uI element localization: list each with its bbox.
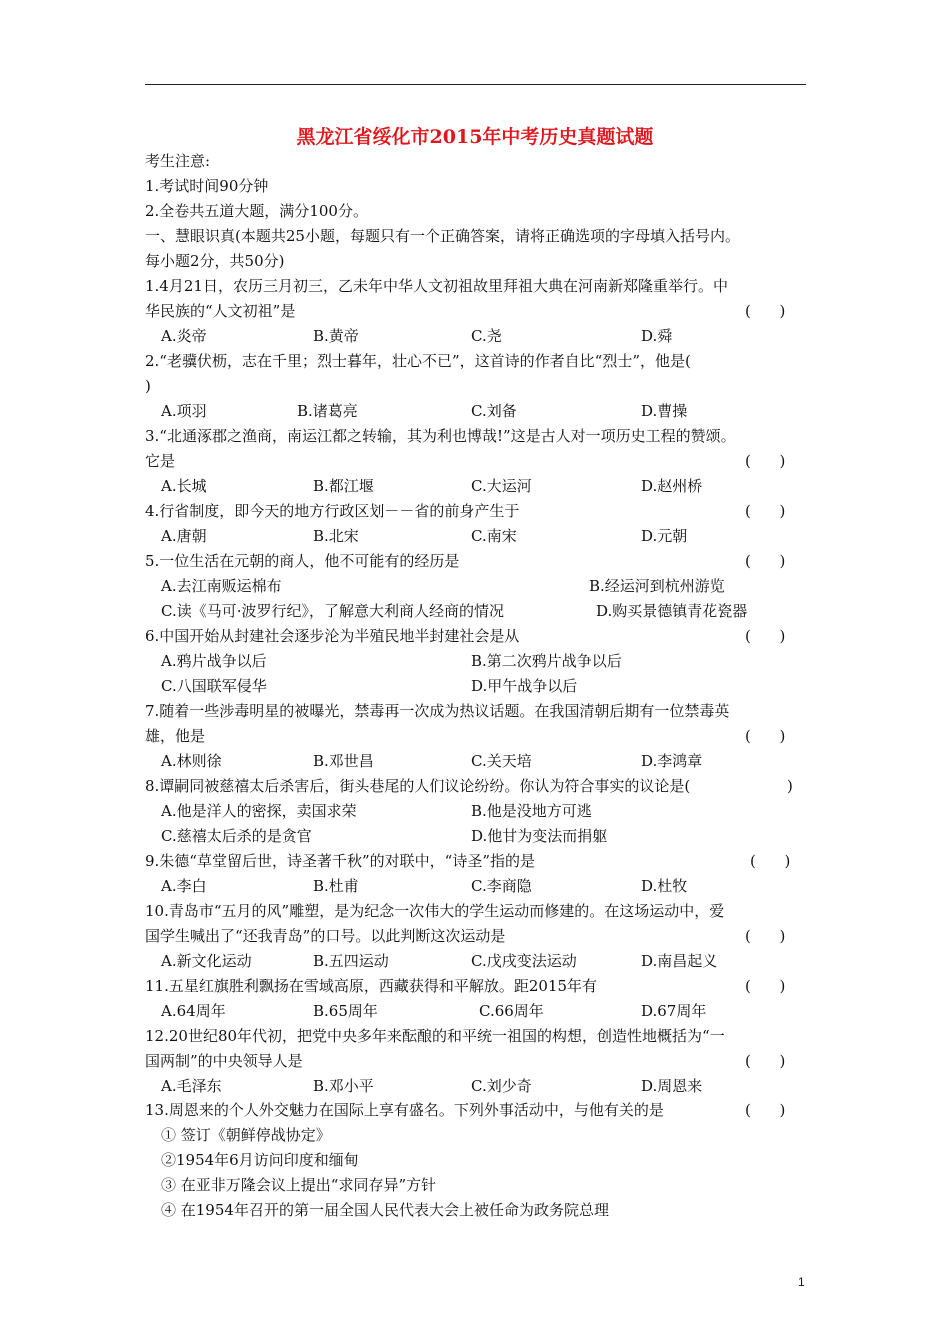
page-number: 1 bbox=[798, 1275, 805, 1289]
answer-paren: ( ) bbox=[745, 1101, 786, 1119]
option: C.南宋 bbox=[471, 527, 517, 545]
option: B.第二次鸦片战争以后 bbox=[471, 652, 622, 670]
option: B.都江堰 bbox=[313, 477, 374, 495]
option: B.黄帝 bbox=[313, 327, 359, 345]
question-stem: 13.周恩来的个人外交魅力在国际上享有盛名。下列外事活动中，与他有关的是 bbox=[145, 1101, 664, 1119]
header-rule bbox=[145, 84, 806, 85]
option: A.新文化运动 bbox=[161, 952, 252, 970]
option: D.南昌起义 bbox=[641, 952, 718, 970]
option: D.李鸿章 bbox=[641, 752, 703, 770]
question-stem: 国学生喊出了“还我青岛”的口号。以此判断这次运动是 bbox=[145, 927, 506, 945]
question-stem: 雄，他是 bbox=[145, 727, 206, 745]
option: D.舜 bbox=[641, 327, 673, 345]
document-title: 黑龙江省绥化市2015年中考历史真题试题 bbox=[296, 126, 654, 148]
option: A.鸦片战争以后 bbox=[161, 652, 267, 670]
question-stem: 4.行省制度，即今天的地方行政区划－－省的前身产生于 bbox=[145, 502, 520, 520]
section-heading-cont: 每小题2分，共50分) bbox=[145, 252, 285, 270]
option: C.刘备 bbox=[471, 402, 517, 420]
option: B.北宋 bbox=[313, 527, 359, 545]
option: A.毛泽东 bbox=[161, 1077, 222, 1095]
question-stem: 12.20世纪80年代初，把党中央多年来酝酿的和平统一祖国的构想，创造性地概括为“一 bbox=[145, 1027, 725, 1045]
option: B.邓世昌 bbox=[313, 752, 374, 770]
option: D.购买景德镇青花瓷器 bbox=[596, 602, 748, 620]
answer-paren: ( ) bbox=[745, 502, 786, 520]
question-stem: ) bbox=[787, 777, 793, 795]
question-stem: 华民族的“人文初祖”是 bbox=[145, 302, 296, 320]
option: A.林则徐 bbox=[161, 752, 222, 770]
section-heading: 一、慧眼识真(本题共25小题，每题只有一个正确答案，请将正确选项的字母填入括号内。 bbox=[145, 227, 740, 245]
option: A.去江南贩运棉布 bbox=[161, 577, 282, 595]
option: B.杜甫 bbox=[313, 877, 359, 895]
option: B.邓小平 bbox=[313, 1077, 374, 1095]
question-stem: ) bbox=[145, 377, 151, 395]
option: C.戊戌变法运动 bbox=[471, 952, 577, 970]
question-stem: 10.青岛市“五月的风”雕塑，是为纪念一次伟大的学生运动而修建的。在这场运动中，爱 bbox=[145, 902, 725, 920]
answer-paren: ( ) bbox=[745, 927, 786, 945]
question-stem: 它是 bbox=[145, 452, 176, 470]
option: C.66周年 bbox=[479, 1002, 544, 1020]
option: C.李商隐 bbox=[471, 877, 532, 895]
answer-paren: ( ) bbox=[745, 302, 786, 320]
answer-paren: ( ) bbox=[750, 852, 791, 870]
question-stem: 11.五星红旗胜利飘扬在雪域高原，西藏获得和平解放。距2015年有 bbox=[145, 977, 598, 995]
question-stem: 5.一位生活在元朝的商人，他不可能有的经历是 bbox=[145, 552, 460, 570]
option: B.经运河到杭州游览 bbox=[589, 577, 725, 595]
option: ① 签订《朝鲜停战协定》 bbox=[161, 1126, 331, 1144]
option: B.他是没地方可逃 bbox=[471, 802, 592, 820]
option: ④ 在1954年召开的第一届全国人民代表大会上被任命为政务院总理 bbox=[161, 1201, 609, 1219]
option: A.64周年 bbox=[161, 1002, 226, 1020]
option: A.李白 bbox=[161, 877, 207, 895]
option: C.刘少奇 bbox=[471, 1077, 532, 1095]
notice-item: 2.全卷共五道大题，满分100分。 bbox=[145, 202, 368, 220]
answer-paren: ( ) bbox=[745, 1052, 786, 1070]
option: C.尧 bbox=[471, 327, 502, 345]
option: A.长城 bbox=[161, 477, 207, 495]
option: D.67周年 bbox=[641, 1002, 707, 1020]
option: D.元朝 bbox=[641, 527, 688, 545]
question-stem: 8.谭嗣同被慈禧太后杀害后，街头巷尾的人们议论纷纷。你认为符合事实的议论是( bbox=[145, 777, 691, 795]
option: D.曹操 bbox=[641, 402, 688, 420]
option: B.五四运动 bbox=[313, 952, 389, 970]
answer-paren: ( ) bbox=[745, 627, 786, 645]
option: C.关天培 bbox=[471, 752, 532, 770]
option: B.诸葛亮 bbox=[297, 402, 358, 420]
option: D.甲午战争以后 bbox=[471, 677, 578, 695]
option: A.项羽 bbox=[161, 402, 207, 420]
option: D.杜牧 bbox=[641, 877, 688, 895]
option: C.大运河 bbox=[471, 477, 532, 495]
option: A.他是洋人的密探，卖国求荣 bbox=[161, 802, 357, 820]
notice-heading: 考生注意: bbox=[145, 152, 211, 170]
answer-paren: ( ) bbox=[745, 452, 786, 470]
option: ③ 在亚非万隆会议上提出“求同存异”方针 bbox=[161, 1176, 437, 1194]
answer-paren: ( ) bbox=[745, 552, 786, 570]
question-stem: 6.中国开始从封建社会逐步沦为半殖民地半封建社会是从 bbox=[145, 627, 520, 645]
option: C.慈禧太后杀的是贪官 bbox=[161, 827, 312, 845]
option: ②1954年6月访问印度和缅甸 bbox=[161, 1151, 359, 1169]
question-stem: 2.“老骥伏枥，志在千里；烈士暮年，壮心不已”，这首诗的作者自比“烈士”，他是( bbox=[145, 352, 691, 370]
notice-item: 1.考试时间90分钟 bbox=[145, 177, 269, 195]
option: C.读《马可·波罗行纪》，了解意大利商人经商的情况 bbox=[161, 602, 504, 620]
option: D.赵州桥 bbox=[641, 477, 703, 495]
option: C.八国联军侵华 bbox=[161, 677, 267, 695]
question-stem: 3.“北通涿郡之渔商，南运江都之转输，其为利也博哉!”这是古人对一项历史工程的赞颂。 bbox=[145, 427, 736, 445]
answer-paren: ( ) bbox=[745, 727, 786, 745]
question-stem: 9.朱德“草堂留后世，诗圣著千秋”的对联中，“诗圣”指的是 bbox=[145, 852, 535, 870]
question-stem: 7.随着一些涉毒明星的被曝光，禁毒再一次成为热议话题。在我国清朝后期有一位禁毒英 bbox=[145, 702, 730, 720]
question-stem: 国两制”的中央领导人是 bbox=[145, 1052, 303, 1070]
question-stem: 1.4月21日，农历三月初三，乙未年中华人文初祖故里拜祖大典在河南新郑隆重举行。中 bbox=[145, 277, 728, 295]
option: B.65周年 bbox=[313, 1002, 378, 1020]
option: A.炎帝 bbox=[161, 327, 207, 345]
option: D.周恩来 bbox=[641, 1077, 703, 1095]
option: D.他甘为变法而捐躯 bbox=[471, 827, 608, 845]
answer-paren: ( ) bbox=[745, 977, 786, 995]
option: A.唐朝 bbox=[161, 527, 207, 545]
